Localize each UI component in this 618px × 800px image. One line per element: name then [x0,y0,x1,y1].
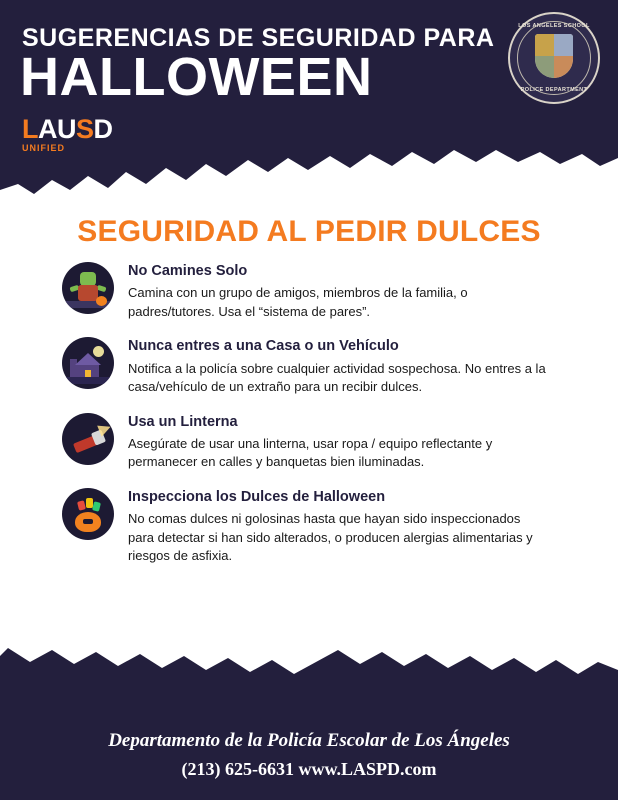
laspd-seal-icon [508,12,600,104]
tip-text: Notifica a la policía sobre cualquier actividad sospechosa. No entres a la casa/vehículo de un extraño para un recibir dulces. [128,360,546,395]
lausd-logo-letter-s: S [76,114,94,144]
tip-heading: Nunca entres a una Casa o un Vehículo [128,338,399,355]
haunted-house-icon [62,337,114,389]
tip-text: Asegúrate de usar una linterna, usar ropa / equipo reflectante y permanecer en calles y banquetas bien iluminadas. [128,435,493,470]
lausd-logo-letter-a: A [38,114,57,144]
torn-paper-edge-top [0,150,618,210]
zombie-trick-or-treater-icon [62,262,114,314]
section-title: SEGURIDAD AL PEDIR DULCES [77,215,541,248]
header-title: HALLOWEEN [20,47,373,107]
flashlight-icon [62,413,114,465]
list-item [62,413,562,472]
lausd-logo-subtitle: UNIFIED [22,143,65,153]
list-item [62,488,562,566]
tip-heading: Usa un Linterna [128,413,238,430]
tip-text: No comas dulces ni golosinas hasta que hayan sido inspeccionados para detectar si han sido alterados, o producen alergias alimentarias y riesgos de asfixia. [128,511,533,564]
candy-pumpkin-icon [62,488,114,540]
tip-text: Camina con un grupo de amigos, miembros de la familia, o padres/tutores. Usa el “sistema de pares”. [128,285,468,319]
footer-department-name: Departamento de la Policía Escolar de Los Ángeles [108,730,510,751]
list-item [62,262,562,321]
torn-paper-edge-bottom [0,640,618,702]
lausd-logo-letter-l: L [22,114,38,144]
list-item [62,337,562,396]
seal-text-top: LOS ANGELES SCHOOL [518,23,590,29]
header-subtitle: SUGERENCIAS DE SEGURIDAD PARA [22,24,495,52]
seal-text-bottom: POLICE DEPARTMENT [520,87,588,93]
safety-tips-list [62,262,562,582]
footer-contact-info: (213) 625-6631 www.LASPD.com [181,759,437,779]
seal-shield-icon [535,34,573,78]
lausd-logo [22,116,113,153]
tip-heading: Inspecciona los Dulces de Halloween [128,488,386,505]
lausd-logo-letter-u: U [57,114,76,144]
tip-heading: No Camines Solo [128,263,248,279]
lausd-logo-letter-d: D [93,114,113,144]
